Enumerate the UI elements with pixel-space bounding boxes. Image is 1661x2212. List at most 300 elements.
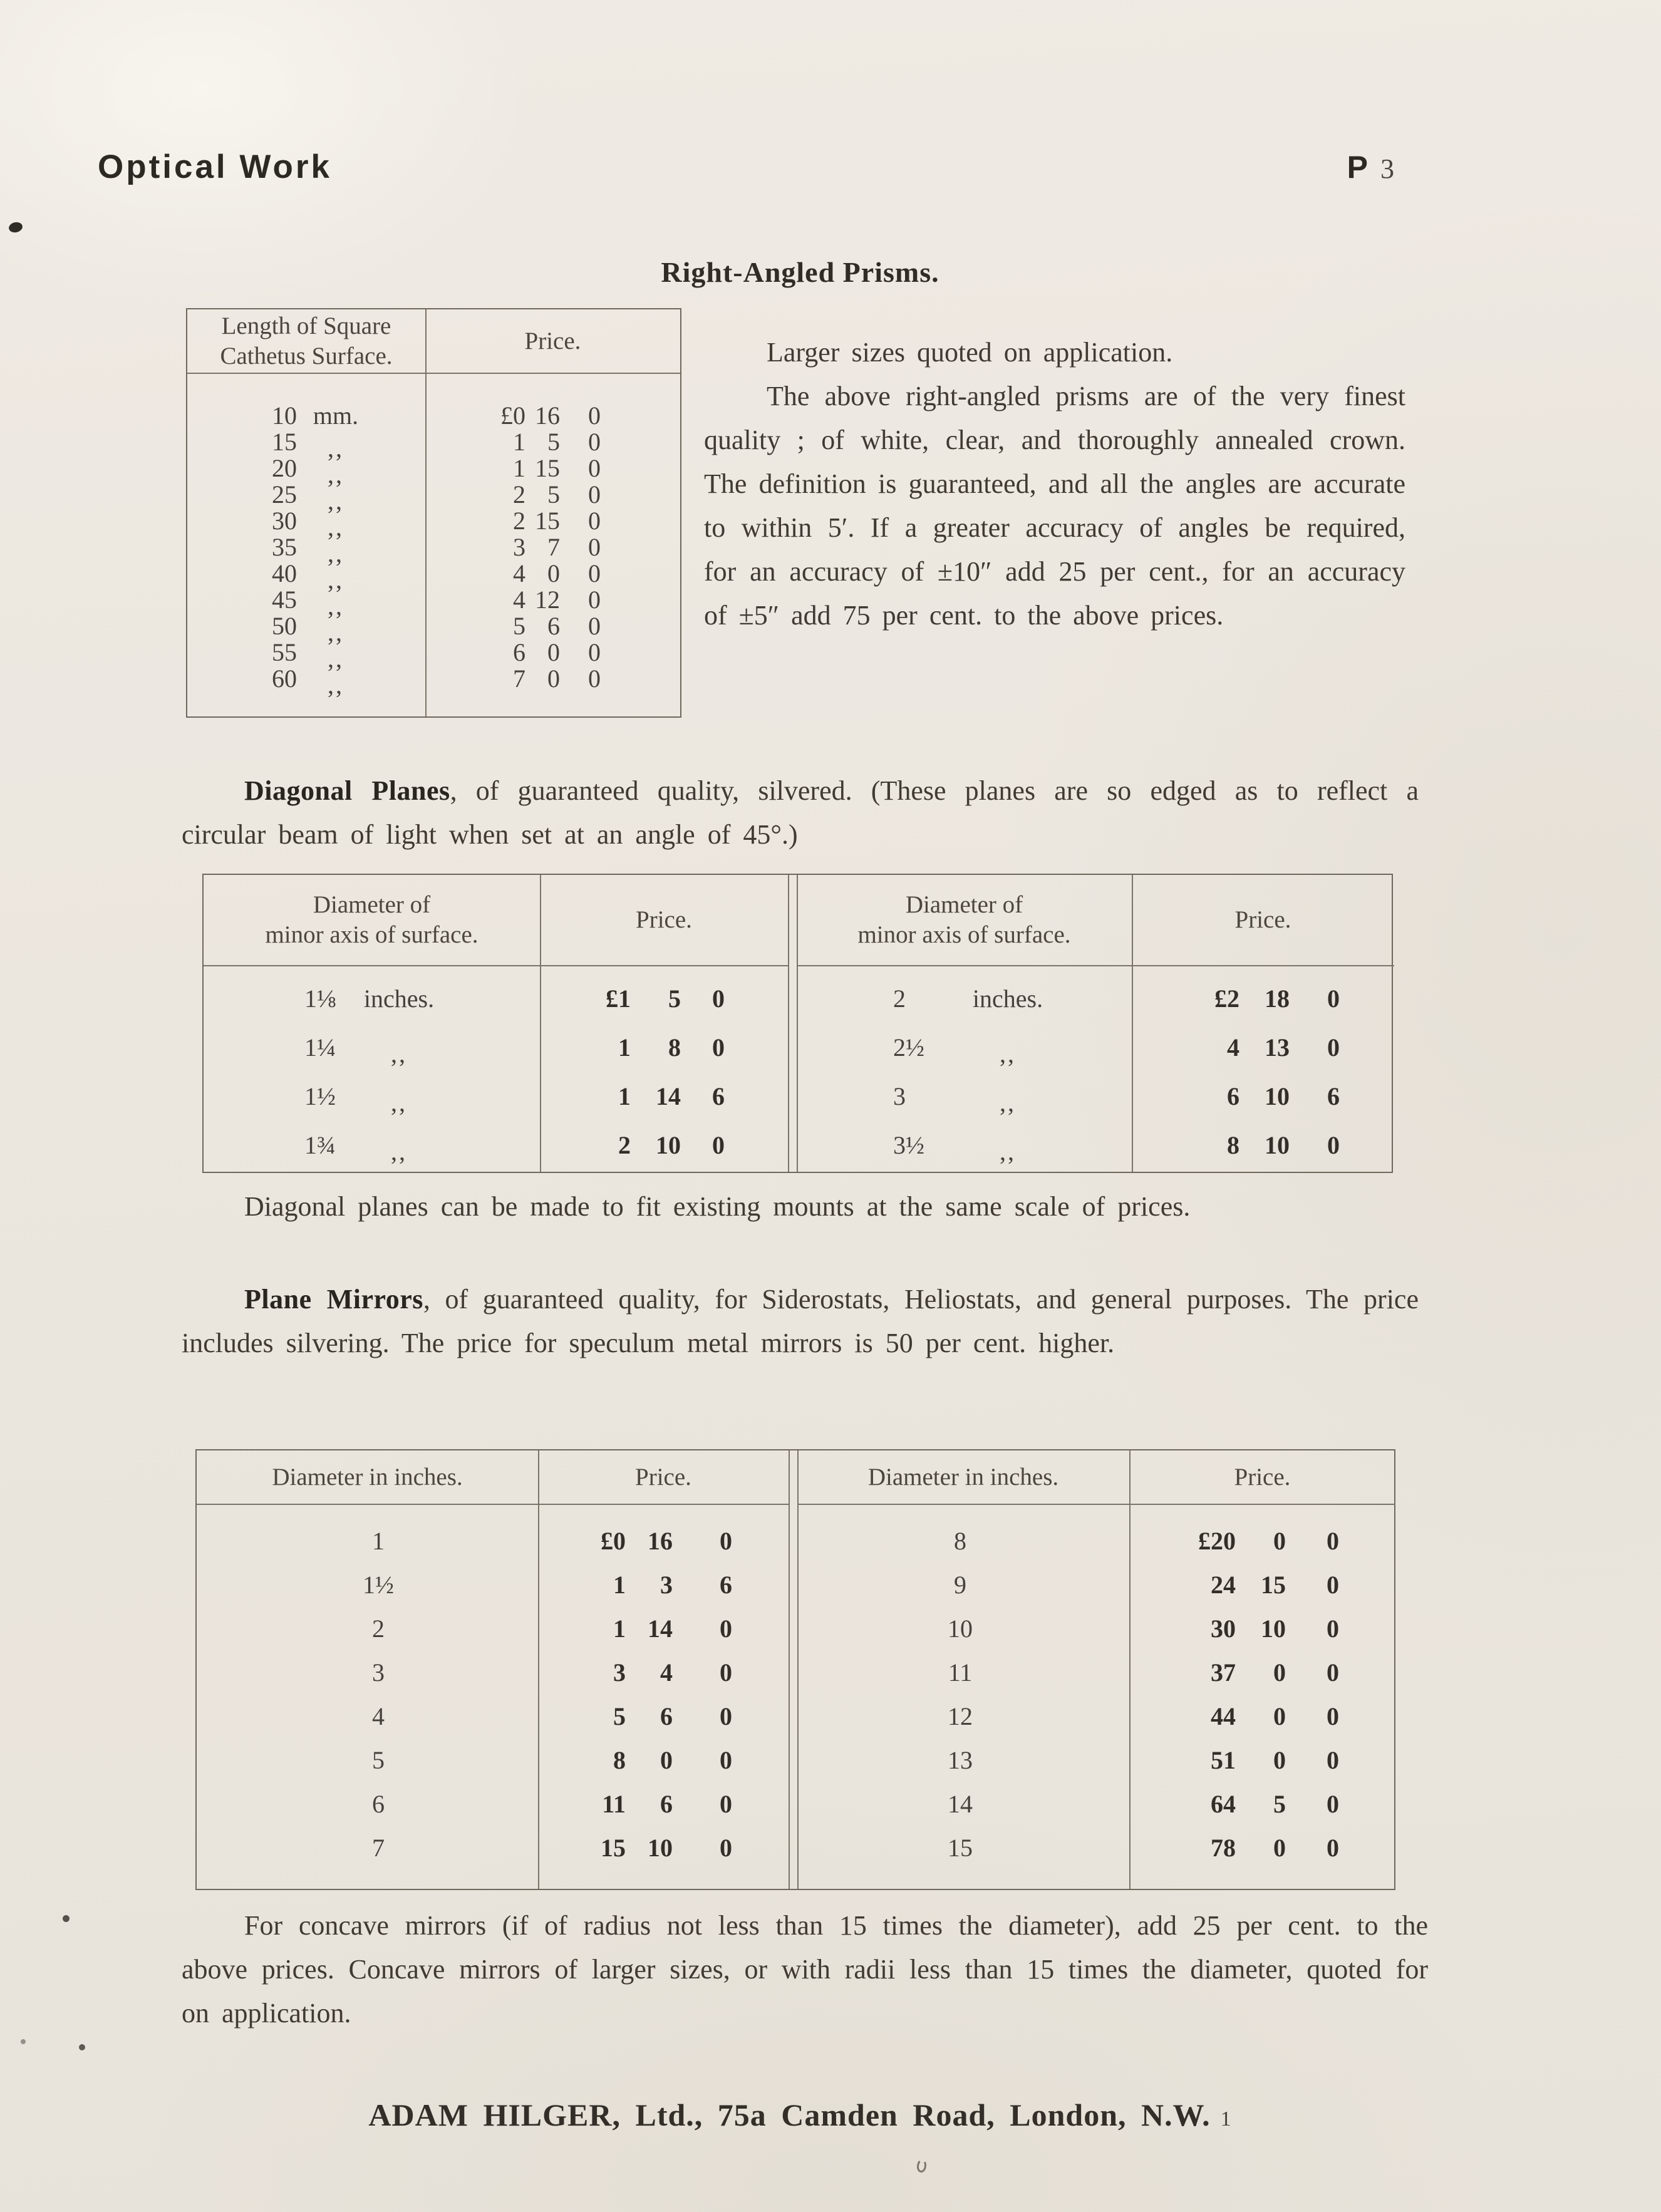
price-pounds: 64 bbox=[1211, 1789, 1236, 1818]
price-shillings: 6 bbox=[660, 1702, 673, 1730]
column-header-size: Diameter of minor axis of surface. bbox=[265, 891, 479, 948]
concave-mirrors-note: For concave mirrors (if of radius not less than 15 times the diameter), add 25 per cent. to the above prices. Concave mirrors of larger sizes, or with radii less than 15 times the diameter, quoted for on application. bbox=[182, 1910, 1428, 2029]
size-unit: ,, bbox=[328, 618, 344, 646]
size-value: 2 bbox=[372, 1614, 385, 1643]
table-row bbox=[197, 1519, 789, 1563]
size-cell bbox=[797, 1130, 1132, 1165]
size-cell bbox=[204, 984, 540, 1013]
table-right-half bbox=[797, 875, 1394, 1172]
company-address: ADAM HILGER, Ltd., 75a Camden Road, London, N.W. bbox=[368, 2097, 1211, 2132]
size-unit: inches. bbox=[972, 984, 1043, 1013]
size-cell bbox=[797, 1702, 1129, 1731]
column-header-price: Price. bbox=[636, 906, 692, 933]
size-unit: ,, bbox=[328, 512, 344, 541]
price-cell bbox=[425, 638, 680, 667]
price-pence: 0 bbox=[588, 401, 601, 430]
price-shillings: 5 bbox=[547, 480, 560, 509]
price-cell bbox=[538, 1702, 789, 1731]
table-body bbox=[204, 966, 788, 1169]
size-cell bbox=[204, 1130, 540, 1165]
price-cell bbox=[538, 1833, 789, 1863]
price-shillings: 0 bbox=[547, 638, 560, 666]
price-shillings: 18 bbox=[1265, 984, 1290, 1013]
table-row bbox=[797, 1650, 1395, 1694]
size-cell bbox=[197, 1789, 538, 1819]
size-cell bbox=[197, 1833, 538, 1863]
price-shillings: 12 bbox=[535, 585, 560, 614]
price-pounds: 37 bbox=[1211, 1658, 1236, 1687]
price-pounds: 1 bbox=[618, 1033, 631, 1062]
table-left-half bbox=[197, 1450, 789, 1889]
size-cell bbox=[797, 1745, 1129, 1775]
price-cell bbox=[1129, 1833, 1395, 1863]
size-value: 35 bbox=[272, 532, 297, 561]
price-pence: 0 bbox=[1327, 1130, 1340, 1159]
price-pounds: 1 bbox=[513, 453, 525, 482]
district-numeral: 1 bbox=[1220, 2107, 1232, 2131]
price-pence: 0 bbox=[588, 638, 601, 666]
price-pence: 0 bbox=[588, 506, 601, 535]
price-shillings: 6 bbox=[547, 611, 560, 640]
prisms-description bbox=[704, 331, 1405, 638]
table-row bbox=[187, 664, 680, 699]
size-unit: ,, bbox=[328, 670, 344, 699]
price-pounds: 2 bbox=[513, 506, 525, 535]
size-value: 10 bbox=[948, 1614, 973, 1643]
price-cell bbox=[425, 611, 680, 641]
page-number bbox=[1347, 149, 1394, 185]
price-pence: 0 bbox=[1327, 1833, 1339, 1862]
size-unit: ,, bbox=[328, 565, 344, 594]
size-cell bbox=[197, 1745, 538, 1775]
price-shillings: 0 bbox=[1273, 1526, 1286, 1555]
price-cell bbox=[425, 532, 680, 562]
column-header-size: Diameter in inches. bbox=[867, 1463, 1059, 1491]
price-shillings: 6 bbox=[660, 1789, 673, 1818]
size-unit: inches. bbox=[363, 984, 435, 1013]
price-pounds: 4 bbox=[513, 559, 525, 587]
price-shillings: 0 bbox=[547, 559, 560, 587]
table-row bbox=[797, 1519, 1395, 1563]
price-pence: 0 bbox=[1327, 984, 1340, 1013]
price-shillings: 5 bbox=[547, 427, 560, 456]
price-pounds: £1 bbox=[606, 984, 631, 1013]
prisms-paragraph: The above right-angled prisms are of the very finest quality ; of white, clear, and thoroughly annealed crown. The definition is guaranteed, and all the angles are accurate to within 5′. If a greater accuracy of angles be required, for an accuracy of ±10″ add 25 per cent., for an accuracy of ±5″ add 75 per cent. to the above prices. bbox=[704, 381, 1405, 631]
diagonal-planes-price-table bbox=[202, 874, 1393, 1173]
column-divider bbox=[540, 875, 541, 1172]
price-cell bbox=[538, 1570, 789, 1600]
price-shillings: 15 bbox=[535, 506, 560, 535]
size-cell bbox=[797, 1658, 1129, 1687]
table-header-row bbox=[797, 1450, 1395, 1505]
price-shillings: 4 bbox=[660, 1658, 673, 1687]
column-divider bbox=[425, 309, 427, 716]
size-cell bbox=[797, 1789, 1129, 1819]
size-value: 11 bbox=[948, 1658, 973, 1687]
price-shillings: 10 bbox=[656, 1130, 681, 1159]
size-cell bbox=[204, 1082, 540, 1117]
price-pounds: 30 bbox=[1211, 1614, 1236, 1643]
price-shillings: 10 bbox=[1265, 1130, 1290, 1159]
size-unit: ,, bbox=[328, 539, 344, 567]
table-row bbox=[797, 1120, 1394, 1169]
price-pence: 0 bbox=[588, 585, 601, 614]
price-pounds: 15 bbox=[601, 1833, 626, 1862]
price-cell bbox=[1129, 1570, 1395, 1600]
plane-mirrors-lead: Plane Mirrors bbox=[244, 1284, 423, 1315]
price-pence: 0 bbox=[588, 559, 601, 587]
table-body bbox=[797, 966, 1394, 1169]
price-shillings: 16 bbox=[535, 401, 560, 430]
column-header-size: Length of Square Cathetus Surface. bbox=[220, 312, 393, 370]
size-value: 60 bbox=[272, 664, 297, 693]
size-unit: ,, bbox=[1000, 1088, 1016, 1117]
table-row bbox=[797, 1072, 1394, 1120]
price-cell bbox=[1129, 1526, 1395, 1556]
price-pounds: £0 bbox=[601, 1526, 626, 1555]
column-header-size: Diameter in inches. bbox=[272, 1463, 463, 1491]
price-cell bbox=[538, 1658, 789, 1687]
size-cell bbox=[197, 1614, 538, 1643]
price-shillings: 0 bbox=[1273, 1658, 1286, 1687]
price-pounds: 44 bbox=[1211, 1702, 1236, 1730]
price-pence: 0 bbox=[712, 1130, 725, 1159]
center-divider bbox=[788, 875, 789, 1172]
table-right-half bbox=[797, 1450, 1395, 1889]
price-pounds: 8 bbox=[613, 1745, 626, 1774]
price-pounds: 24 bbox=[1211, 1570, 1236, 1599]
footer-imprint bbox=[182, 2097, 1419, 2133]
size-value: 1½ bbox=[363, 1570, 394, 1599]
table-row bbox=[187, 585, 680, 620]
table-row bbox=[797, 1694, 1395, 1738]
price-cell bbox=[1129, 1658, 1395, 1687]
table-header-row bbox=[187, 309, 680, 374]
price-pence: 0 bbox=[1327, 1614, 1339, 1643]
size-cell bbox=[204, 1033, 540, 1068]
size-value: 6 bbox=[372, 1789, 385, 1818]
size-value: 7 bbox=[372, 1833, 385, 1862]
table-row bbox=[197, 1782, 789, 1826]
price-pence: 0 bbox=[588, 611, 601, 640]
price-pounds: 2 bbox=[618, 1130, 631, 1159]
price-pence: 0 bbox=[1327, 1570, 1339, 1599]
table-row bbox=[797, 974, 1394, 1023]
size-value: 15 bbox=[272, 427, 297, 456]
table-row bbox=[187, 402, 680, 428]
center-divider bbox=[789, 1450, 790, 1889]
price-pence: 6 bbox=[720, 1570, 732, 1599]
price-pence: 6 bbox=[1327, 1082, 1340, 1110]
size-cell bbox=[197, 1570, 538, 1600]
table-left-half bbox=[204, 875, 788, 1172]
price-shillings: 10 bbox=[1261, 1614, 1286, 1643]
table-row bbox=[797, 1023, 1394, 1072]
size-cell bbox=[197, 1526, 538, 1556]
price-shillings: 10 bbox=[648, 1833, 673, 1862]
price-cell bbox=[425, 506, 680, 535]
price-cell bbox=[538, 1614, 789, 1643]
price-shillings: 14 bbox=[656, 1082, 681, 1110]
price-shillings: 3 bbox=[660, 1570, 673, 1599]
price-cell bbox=[1129, 1614, 1395, 1643]
table-row bbox=[204, 1023, 788, 1072]
table-row bbox=[187, 427, 680, 462]
size-unit: ,, bbox=[328, 644, 344, 673]
column-divider bbox=[1129, 1450, 1131, 1889]
price-pounds: 1 bbox=[613, 1570, 626, 1599]
plane-mirrors-intro: Plane Mirrors, of guaranteed quality, for Siderostats, Heliostats, and general purposes. The price includes silvering. The price for speculum metal mirrors is 50 per cent. higher. bbox=[182, 1284, 1419, 1358]
table-body bbox=[187, 374, 680, 699]
table-row bbox=[187, 611, 680, 646]
diagonal-planes-intro: Diagonal Planes, of guaranteed quality, silvered. (These planes are so edged as to reflect a circular beam of light when set at an angle of 45°.) bbox=[182, 775, 1419, 850]
price-pence: 0 bbox=[588, 480, 601, 509]
table-header-row bbox=[204, 875, 788, 966]
size-cell bbox=[187, 401, 425, 430]
size-value: 2½ bbox=[893, 1033, 924, 1062]
center-divider bbox=[797, 875, 798, 1172]
price-pounds: 1 bbox=[618, 1082, 631, 1110]
size-value: 2 bbox=[893, 984, 906, 1013]
price-pence: 0 bbox=[712, 1033, 725, 1062]
price-shillings: 15 bbox=[535, 453, 560, 482]
table-row bbox=[187, 638, 680, 673]
table-row bbox=[197, 1826, 789, 1869]
table-row bbox=[197, 1606, 789, 1650]
price-pounds: 4 bbox=[513, 585, 525, 614]
size-value: 1⅛ bbox=[304, 984, 336, 1013]
column-header-price: Price. bbox=[635, 1463, 691, 1491]
price-pence: 0 bbox=[1327, 1745, 1339, 1774]
page-header bbox=[98, 148, 1394, 186]
table-row bbox=[187, 506, 680, 541]
table-row bbox=[797, 1606, 1395, 1650]
price-pence: 0 bbox=[720, 1702, 732, 1730]
price-pounds: 4 bbox=[1227, 1033, 1239, 1062]
size-value: 45 bbox=[272, 585, 297, 614]
size-value: 40 bbox=[272, 559, 297, 587]
page-number-value: 3 bbox=[1380, 153, 1394, 184]
price-pounds: 3 bbox=[613, 1658, 626, 1687]
price-pounds: 6 bbox=[1227, 1082, 1239, 1110]
size-unit: mm. bbox=[313, 401, 359, 430]
size-unit: ,, bbox=[328, 433, 344, 462]
size-cell bbox=[797, 1833, 1129, 1863]
size-cell bbox=[797, 1033, 1132, 1068]
size-unit: ,, bbox=[1000, 1039, 1016, 1068]
table-row bbox=[187, 559, 680, 594]
ink-speck bbox=[79, 2044, 85, 2050]
price-pence: 6 bbox=[712, 1082, 725, 1110]
price-pence: 0 bbox=[720, 1745, 732, 1774]
price-pence: 0 bbox=[1327, 1702, 1339, 1730]
price-pence: 0 bbox=[720, 1789, 732, 1818]
size-value: 4 bbox=[372, 1702, 385, 1730]
size-value: 50 bbox=[272, 611, 297, 640]
price-cell bbox=[425, 453, 680, 483]
price-cell bbox=[1129, 1745, 1395, 1775]
price-pence: 0 bbox=[720, 1658, 732, 1687]
column-divider bbox=[538, 1450, 539, 1889]
size-value: 25 bbox=[272, 480, 297, 509]
price-cell bbox=[540, 984, 788, 1013]
price-pence: 0 bbox=[720, 1526, 732, 1555]
price-cell bbox=[538, 1745, 789, 1775]
price-cell bbox=[540, 1082, 788, 1111]
price-pounds: 7 bbox=[513, 664, 525, 693]
price-cell bbox=[538, 1526, 789, 1556]
size-unit: ,, bbox=[391, 1039, 407, 1068]
table-header-row bbox=[197, 1450, 789, 1505]
size-value: 14 bbox=[948, 1789, 973, 1818]
price-pence: 0 bbox=[588, 427, 601, 456]
size-value: 3 bbox=[372, 1658, 385, 1687]
price-pounds: 5 bbox=[513, 611, 525, 640]
size-unit: ,, bbox=[328, 486, 344, 515]
price-pounds: 51 bbox=[1211, 1745, 1236, 1774]
price-cell bbox=[425, 480, 680, 509]
size-value: 9 bbox=[954, 1570, 966, 1599]
size-cell bbox=[797, 984, 1132, 1013]
price-pounds: 3 bbox=[513, 532, 525, 561]
table-header-row bbox=[797, 875, 1394, 966]
price-cell bbox=[540, 1033, 788, 1062]
size-value: 12 bbox=[948, 1702, 973, 1730]
price-cell bbox=[425, 664, 680, 693]
price-pounds: 2 bbox=[513, 480, 525, 509]
size-value: 1½ bbox=[304, 1082, 336, 1110]
table-row bbox=[187, 480, 680, 515]
price-pounds: 8 bbox=[1227, 1130, 1239, 1159]
price-pounds: 5 bbox=[613, 1702, 626, 1730]
ink-speck bbox=[8, 221, 24, 234]
table-body bbox=[197, 1505, 789, 1869]
price-shillings: 5 bbox=[1273, 1789, 1286, 1818]
table-row bbox=[204, 1072, 788, 1120]
price-pence: 0 bbox=[588, 453, 601, 482]
price-pence: 0 bbox=[1327, 1789, 1339, 1818]
price-pence: 0 bbox=[1327, 1658, 1339, 1687]
size-unit: ,, bbox=[328, 460, 344, 488]
table-row bbox=[187, 453, 680, 488]
price-pounds: 6 bbox=[513, 638, 525, 666]
size-cell bbox=[797, 1570, 1129, 1600]
price-pounds: £2 bbox=[1214, 984, 1239, 1013]
price-cell bbox=[1132, 984, 1394, 1013]
price-cell bbox=[1132, 1130, 1394, 1160]
size-value: 5 bbox=[372, 1745, 385, 1774]
price-pence: 0 bbox=[588, 532, 601, 561]
price-cell bbox=[1132, 1082, 1394, 1111]
price-shillings: 15 bbox=[1261, 1570, 1286, 1599]
size-cell bbox=[797, 1082, 1132, 1117]
ink-speck bbox=[63, 1915, 70, 1922]
table-row bbox=[197, 1650, 789, 1694]
table-row bbox=[204, 974, 788, 1023]
size-unit: ,, bbox=[328, 591, 344, 620]
size-value: 30 bbox=[272, 506, 297, 535]
size-value: 3½ bbox=[893, 1130, 924, 1159]
size-value: 10 bbox=[272, 401, 297, 430]
price-shillings: 0 bbox=[547, 664, 560, 693]
table-row bbox=[797, 1738, 1395, 1782]
size-value: 15 bbox=[948, 1833, 973, 1862]
size-unit: ,, bbox=[1000, 1137, 1016, 1165]
price-pence: 0 bbox=[720, 1833, 732, 1862]
size-value: 13 bbox=[948, 1745, 973, 1774]
table-row bbox=[197, 1563, 789, 1606]
price-shillings: 8 bbox=[668, 1033, 681, 1062]
price-shillings: 0 bbox=[660, 1745, 673, 1774]
price-shillings: 14 bbox=[648, 1614, 673, 1643]
price-cell bbox=[1132, 1033, 1394, 1062]
size-unit: ,, bbox=[391, 1137, 407, 1165]
size-cell bbox=[197, 1702, 538, 1731]
size-value: 1¾ bbox=[304, 1130, 336, 1159]
table-row bbox=[197, 1694, 789, 1738]
size-value: 1 bbox=[372, 1526, 385, 1555]
table-row bbox=[197, 1738, 789, 1782]
price-pence: 0 bbox=[1327, 1526, 1339, 1555]
page-title: Right-Angled Prisms. bbox=[661, 256, 939, 288]
price-pounds: £20 bbox=[1198, 1526, 1236, 1555]
price-cell bbox=[1129, 1702, 1395, 1731]
size-cell bbox=[797, 1526, 1129, 1556]
size-cell bbox=[197, 1658, 538, 1687]
center-divider bbox=[797, 1450, 799, 1889]
price-pence: 0 bbox=[712, 984, 725, 1013]
diagonal-planes-note: Diagonal planes can be made to fit existing mounts at the same scale of prices. bbox=[244, 1191, 1191, 1222]
price-pounds: 78 bbox=[1211, 1833, 1236, 1862]
price-shillings: 16 bbox=[648, 1526, 673, 1555]
size-value: 3 bbox=[893, 1082, 906, 1110]
price-pence: 0 bbox=[588, 664, 601, 693]
price-shillings: 0 bbox=[1273, 1702, 1286, 1730]
price-shillings: 0 bbox=[1273, 1833, 1286, 1862]
price-cell bbox=[425, 401, 680, 430]
size-value: 1¼ bbox=[304, 1033, 336, 1062]
size-value: 20 bbox=[272, 453, 297, 482]
price-cell bbox=[425, 585, 680, 614]
table-row bbox=[797, 1782, 1395, 1826]
plane-mirrors-price-table bbox=[195, 1449, 1395, 1890]
table-row bbox=[797, 1563, 1395, 1606]
table-body bbox=[797, 1505, 1395, 1869]
price-cell bbox=[425, 559, 680, 588]
running-head-title: Optical Work bbox=[98, 148, 332, 185]
table-row bbox=[187, 532, 680, 567]
column-header-size: Diameter of minor axis of surface. bbox=[857, 891, 1071, 948]
price-pounds: 11 bbox=[602, 1789, 626, 1818]
price-cell bbox=[425, 427, 680, 457]
prisms-price-table bbox=[186, 308, 681, 718]
price-shillings: 5 bbox=[668, 984, 681, 1013]
diagonal-planes-lead: Diagonal Planes bbox=[244, 775, 450, 806]
column-header-price: Price. bbox=[1234, 1463, 1291, 1491]
price-pence: 0 bbox=[1327, 1033, 1340, 1062]
price-cell bbox=[540, 1130, 788, 1160]
table-row bbox=[204, 1120, 788, 1169]
size-unit: ,, bbox=[391, 1088, 407, 1117]
column-divider bbox=[1132, 875, 1133, 1172]
price-cell bbox=[1129, 1789, 1395, 1819]
table-row bbox=[797, 1826, 1395, 1869]
price-shillings: 13 bbox=[1265, 1033, 1290, 1062]
page-letter: P bbox=[1347, 150, 1368, 185]
column-header-price: Price. bbox=[1234, 906, 1291, 933]
ink-speck bbox=[21, 2039, 26, 2044]
price-shillings: 10 bbox=[1265, 1082, 1290, 1110]
